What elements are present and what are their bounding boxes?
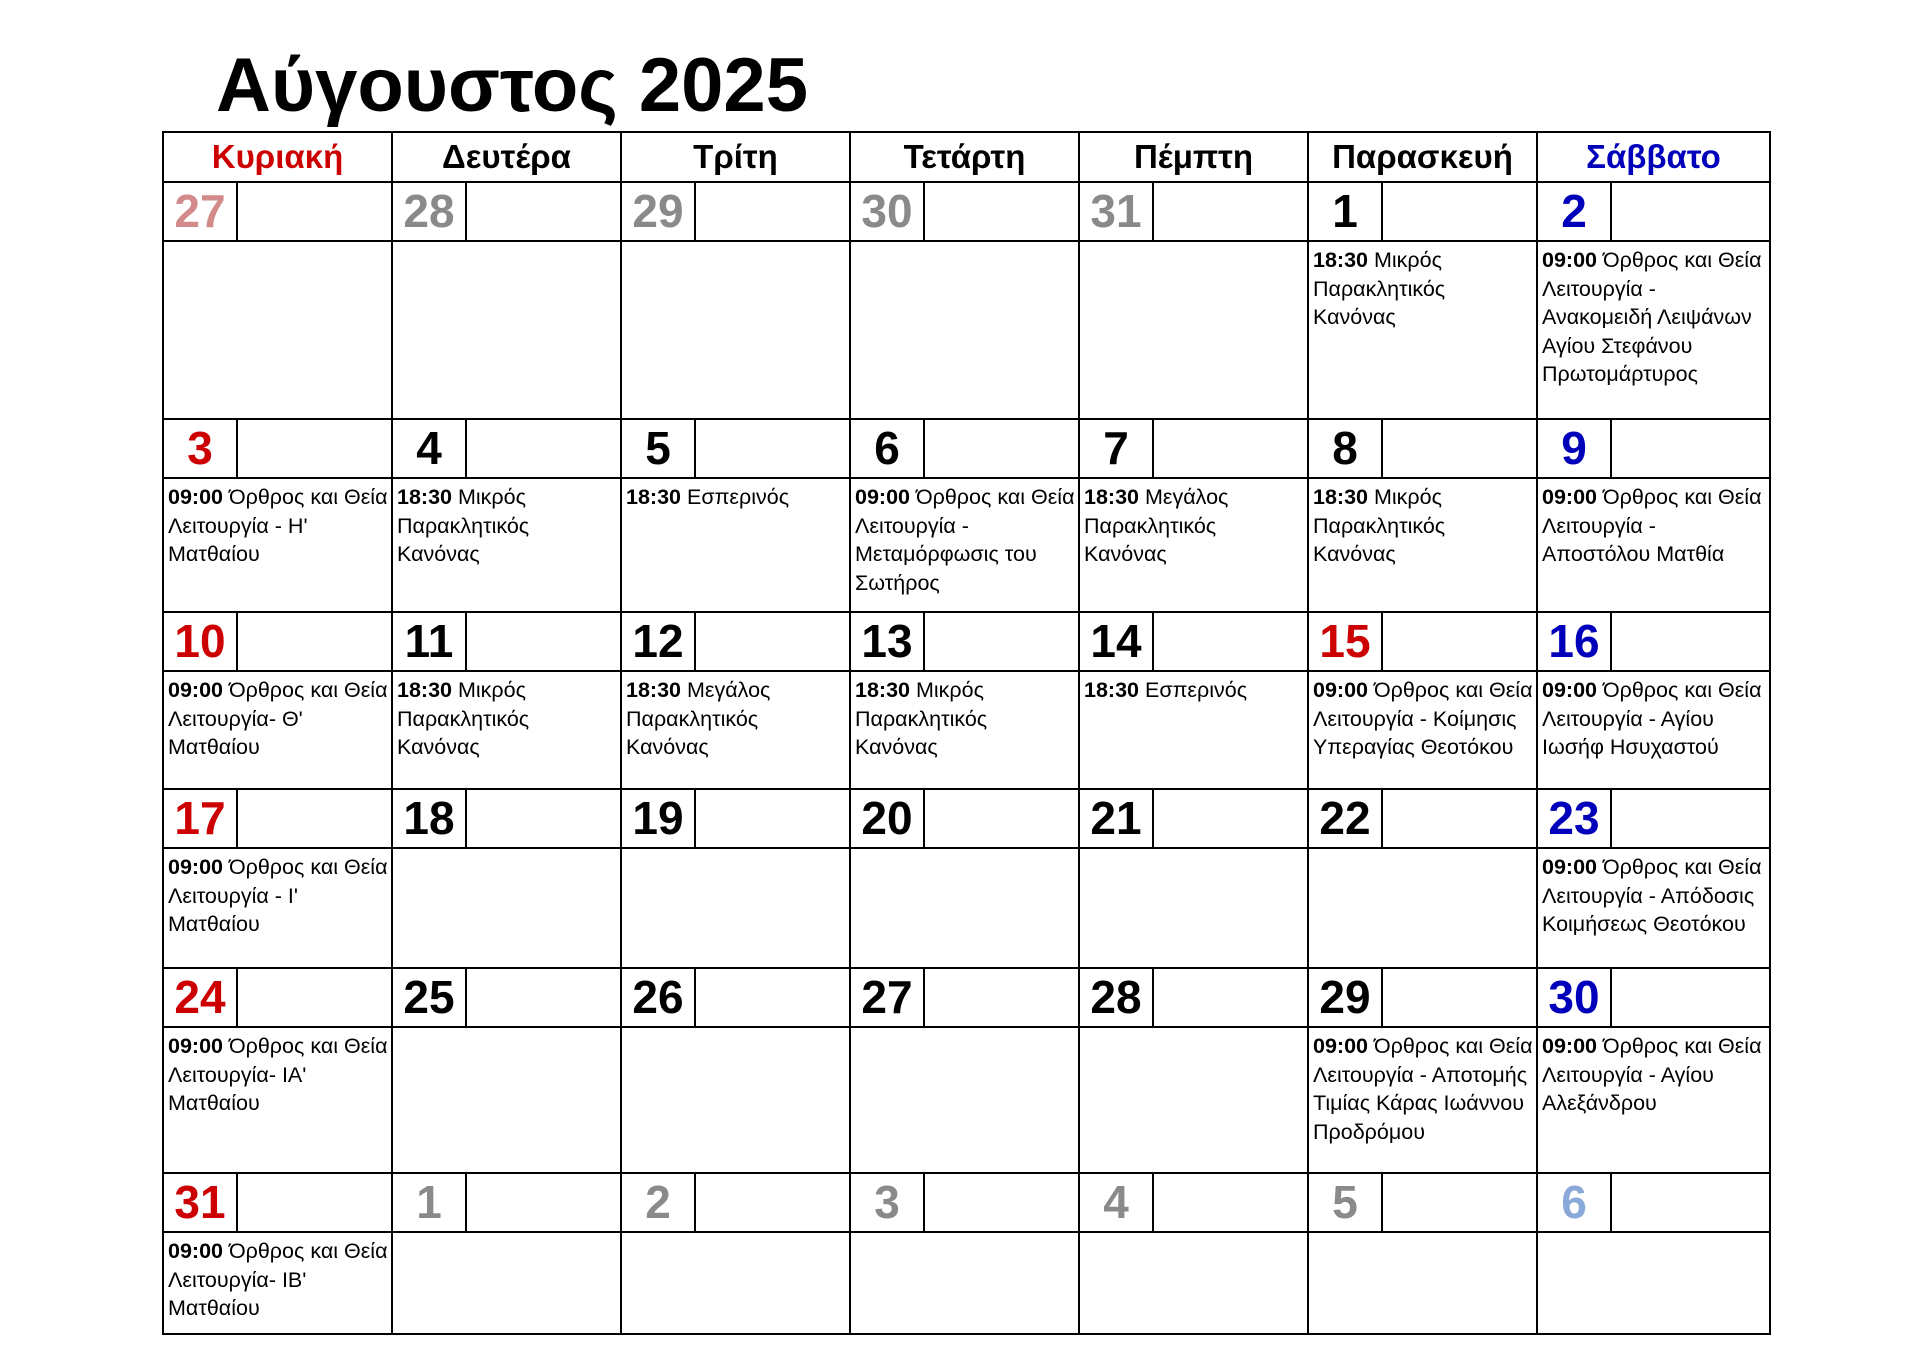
event-cell: [1537, 1027, 1770, 1173]
day-cell: [1537, 419, 1770, 478]
event-time: 18:30: [626, 485, 681, 509]
event-entry: [1538, 849, 1769, 943]
day-number: 14: [1080, 613, 1154, 670]
event-entry: [851, 849, 1078, 857]
event-time: 18:30: [1084, 678, 1139, 702]
event-entry: [1309, 1028, 1536, 1150]
week-1-day-number-row: [163, 182, 1770, 241]
week-6-events-row: [163, 1232, 1770, 1334]
week-5-events-row: [163, 1027, 1770, 1173]
day-cell: [621, 1173, 850, 1232]
event-cell: [1308, 478, 1537, 612]
event-description: Μικρός Παρακλητικός Κανόνας: [1313, 485, 1452, 566]
day-number: 24: [164, 969, 238, 1026]
event-entry: [851, 1233, 1078, 1241]
day-number: 15: [1309, 613, 1383, 670]
day-number: 28: [1080, 969, 1154, 1026]
event-cell: [850, 241, 1079, 419]
day-cell: [1537, 789, 1770, 848]
event-entry: [1309, 242, 1536, 336]
event-cell: [1308, 671, 1537, 789]
event-entry: [1309, 849, 1536, 857]
day-number: 2: [1538, 183, 1612, 240]
event-entry: [851, 242, 1078, 250]
week-4-day-number-row: [163, 789, 1770, 848]
event-entry: [851, 479, 1078, 601]
event-entry: [1080, 479, 1307, 573]
event-cell: [1537, 671, 1770, 789]
day-number: 17: [164, 790, 238, 847]
day-number: 27: [851, 969, 925, 1026]
event-cell: [621, 848, 850, 968]
weekday-header-saturday: Σάββατο: [1537, 132, 1770, 182]
event-time: 18:30: [397, 485, 452, 509]
event-cell: [392, 848, 621, 968]
event-entry: [164, 242, 391, 250]
day-number: 12: [622, 613, 696, 670]
event-time: 18:30: [1313, 485, 1368, 509]
week-2-day-number-row: [163, 419, 1770, 478]
day-cell: [392, 182, 621, 241]
event-cell: [1079, 478, 1308, 612]
event-entry: [164, 1028, 391, 1122]
event-time: 18:30: [855, 678, 910, 702]
page-title: Αύγουστος 2025: [216, 43, 808, 128]
event-cell: [621, 1232, 850, 1334]
day-number: 29: [1309, 969, 1383, 1026]
event-description: Εσπερινός: [681, 485, 790, 509]
day-cell: [1079, 789, 1308, 848]
day-cell: [163, 968, 392, 1027]
event-entry: [393, 1233, 620, 1241]
event-entry: [1538, 479, 1769, 573]
event-time: 09:00: [855, 485, 910, 509]
event-cell: [1537, 848, 1770, 968]
week-3-events-row: [163, 671, 1770, 789]
event-time: 09:00: [168, 678, 223, 702]
day-cell: [1308, 789, 1537, 848]
event-description: Όρθρος και Θεία Λειτουργία - Ανακομειδή Λειψάνων Αγίου Στεφάνου Πρωτομάρτυρος: [1542, 248, 1767, 386]
day-number: 19: [622, 790, 696, 847]
event-description: Όρθρος και Θεία Λειτουργία- Θ' Ματθαίου: [168, 678, 393, 759]
event-time: 18:30: [397, 678, 452, 702]
event-description: Όρθρος και Θεία Λειτουργία - Κοίμησις Υπεραγίας Θεοτόκου: [1313, 678, 1538, 759]
event-time: 09:00: [1313, 1034, 1368, 1058]
event-cell: [621, 1027, 850, 1173]
event-description: Μεγάλος Παρακλητικός Κανόνας: [1084, 485, 1235, 566]
event-time: 09:00: [168, 485, 223, 509]
event-time: 09:00: [1542, 855, 1597, 879]
day-cell: [850, 182, 1079, 241]
event-entry: [164, 1233, 391, 1327]
day-number: 4: [1080, 1174, 1154, 1231]
day-cell: [163, 789, 392, 848]
day-number: 16: [1538, 613, 1612, 670]
day-number: 1: [393, 1174, 467, 1231]
event-entry: [1080, 849, 1307, 857]
event-entry: [1309, 672, 1536, 766]
day-number: 6: [1538, 1174, 1612, 1231]
week-3-day-number-row: [163, 612, 1770, 671]
event-cell: [1079, 241, 1308, 419]
day-cell: [850, 789, 1079, 848]
event-description: Όρθρος και Θεία Λειτουργία - Ι' Ματθαίου: [168, 855, 393, 936]
day-number: 1: [1309, 183, 1383, 240]
day-cell: [1079, 968, 1308, 1027]
weekday-header-sunday: Κυριακή: [163, 132, 392, 182]
event-description: Μικρός Παρακλητικός Κανόνας: [397, 678, 536, 759]
event-cell: [392, 241, 621, 419]
event-cell: [1308, 1027, 1537, 1173]
day-number: 23: [1538, 790, 1612, 847]
day-cell: [1308, 612, 1537, 671]
day-number: 30: [1538, 969, 1612, 1026]
event-cell: [163, 241, 392, 419]
day-cell: [1079, 182, 1308, 241]
event-description: Όρθρος και Θεία Λειτουργία- ΙΒ' Ματθαίου: [168, 1239, 393, 1320]
event-description: Όρθρος και Θεία Λειτουργία - Αποτομής Τιμίας Κάρας Ιωάννου Προδρόμου: [1313, 1034, 1538, 1144]
day-number: 25: [393, 969, 467, 1026]
weekday-header-row: [163, 132, 1770, 182]
event-description: Όρθρος και Θεία Λειτουργία - Απόδοσις Κοιμήσεως Θεοτόκου: [1542, 855, 1767, 936]
day-cell: [1308, 182, 1537, 241]
event-time: 09:00: [168, 1034, 223, 1058]
day-cell: [621, 419, 850, 478]
event-cell: [621, 671, 850, 789]
event-cell: [163, 478, 392, 612]
event-entry: [851, 672, 1078, 766]
day-cell: [163, 419, 392, 478]
event-entry: [164, 479, 391, 573]
event-cell: [621, 478, 850, 612]
event-time: 09:00: [1542, 1034, 1597, 1058]
day-number: 18: [393, 790, 467, 847]
day-cell: [1308, 419, 1537, 478]
day-cell: [1079, 612, 1308, 671]
event-time: 09:00: [1313, 678, 1368, 702]
day-number: 31: [1080, 183, 1154, 240]
event-cell: [850, 671, 1079, 789]
week-5-day-number-row: [163, 968, 1770, 1027]
event-entry: [622, 672, 849, 766]
event-time: 18:30: [1313, 248, 1368, 272]
day-cell: [1537, 182, 1770, 241]
day-cell: [850, 968, 1079, 1027]
weekday-header-wednesday: Τετάρτη: [850, 132, 1079, 182]
week-2-events-row: [163, 478, 1770, 612]
event-cell: [1079, 671, 1308, 789]
day-number: 21: [1080, 790, 1154, 847]
event-description: Όρθρος και Θεία Λειτουργία - Αγίου Αλεξάνδρου: [1542, 1034, 1767, 1115]
event-entry: [393, 1028, 620, 1036]
day-number: 28: [393, 183, 467, 240]
day-cell: [1079, 1173, 1308, 1232]
day-cell: [392, 419, 621, 478]
event-description: Μεγάλος Παρακλητικός Κανόνας: [626, 678, 777, 759]
event-entry: [622, 242, 849, 250]
event-cell: [163, 848, 392, 968]
day-cell: [1537, 1173, 1770, 1232]
event-entry: [622, 479, 849, 516]
event-entry: [1309, 479, 1536, 573]
event-time: 09:00: [1542, 248, 1597, 272]
event-entry: [164, 672, 391, 766]
event-description: Μικρός Παρακλητικός Κανόνας: [397, 485, 536, 566]
event-entry: [393, 242, 620, 250]
day-cell: [392, 789, 621, 848]
event-entry: [1080, 672, 1307, 709]
event-time: 09:00: [168, 855, 223, 879]
event-description: Μικρός Παρακλητικός Κανόνας: [1313, 248, 1452, 329]
event-cell: [1308, 848, 1537, 968]
day-number: 4: [393, 420, 467, 477]
day-cell: [850, 419, 1079, 478]
event-entry: [164, 849, 391, 943]
event-cell: [1308, 241, 1537, 419]
day-number: 27: [164, 183, 238, 240]
day-cell: [1079, 419, 1308, 478]
event-cell: [392, 1027, 621, 1173]
week-4-events-row: [163, 848, 1770, 968]
day-number: 13: [851, 613, 925, 670]
event-cell: [1537, 241, 1770, 419]
day-cell: [163, 182, 392, 241]
day-number: 11: [393, 613, 467, 670]
week-1-events-row: [163, 241, 1770, 419]
event-description: Μικρός Παρακλητικός Κανόνας: [855, 678, 994, 759]
day-number: 3: [851, 1174, 925, 1231]
event-entry: [393, 672, 620, 766]
day-cell: [621, 968, 850, 1027]
weekday-header-monday: Δευτέρα: [392, 132, 621, 182]
event-cell: [1537, 1232, 1770, 1334]
event-time: 09:00: [1542, 678, 1597, 702]
day-cell: [1537, 612, 1770, 671]
day-number: 7: [1080, 420, 1154, 477]
event-cell: [392, 671, 621, 789]
day-cell: [621, 789, 850, 848]
day-number: 31: [164, 1174, 238, 1231]
event-cell: [1308, 1232, 1537, 1334]
day-cell: [850, 1173, 1079, 1232]
event-entry: [1538, 242, 1769, 393]
day-number: 5: [622, 420, 696, 477]
event-cell: [392, 1232, 621, 1334]
day-number: 22: [1309, 790, 1383, 847]
event-entry: [622, 1028, 849, 1036]
event-cell: [850, 848, 1079, 968]
event-cell: [850, 1232, 1079, 1334]
event-cell: [1079, 1232, 1308, 1334]
event-cell: [163, 1232, 392, 1334]
event-entry: [622, 849, 849, 857]
day-cell: [392, 612, 621, 671]
day-cell: [163, 612, 392, 671]
event-entry: [851, 1028, 1078, 1036]
calendar-grid: [162, 131, 1771, 1335]
event-entry: [1309, 1233, 1536, 1241]
event-entry: [393, 479, 620, 573]
event-cell: [621, 241, 850, 419]
event-entry: [1538, 672, 1769, 766]
day-cell: [163, 1173, 392, 1232]
event-entry: [1538, 1028, 1769, 1122]
event-cell: [392, 478, 621, 612]
event-description: Όρθρος και Θεία Λειτουργία - Αγίου Ιωσήφ Ησυχαστού: [1542, 678, 1767, 759]
week-6-day-number-row: [163, 1173, 1770, 1232]
event-description: Όρθρος και Θεία Λειτουργία - Η' Ματθαίου: [168, 485, 393, 566]
event-cell: [163, 671, 392, 789]
day-number: 2: [622, 1174, 696, 1231]
event-cell: [1079, 1027, 1308, 1173]
event-time: 09:00: [168, 1239, 223, 1263]
weekday-header-friday: Παρασκευή: [1308, 132, 1537, 182]
day-number: 20: [851, 790, 925, 847]
day-number: 6: [851, 420, 925, 477]
day-number: 5: [1309, 1174, 1383, 1231]
day-number: 3: [164, 420, 238, 477]
event-cell: [850, 478, 1079, 612]
event-cell: [850, 1027, 1079, 1173]
day-number: 30: [851, 183, 925, 240]
day-cell: [1308, 968, 1537, 1027]
weekday-header-tuesday: Τρίτη: [621, 132, 850, 182]
day-cell: [850, 612, 1079, 671]
event-time: 09:00: [1542, 485, 1597, 509]
event-entry: [393, 849, 620, 857]
event-description: Όρθρος και Θεία Λειτουργία - Αποστόλου Ματθία: [1542, 485, 1767, 566]
weekday-header-thursday: Πέμπτη: [1079, 132, 1308, 182]
event-description: Εσπερινός: [1139, 678, 1248, 702]
event-cell: [1079, 848, 1308, 968]
day-number: 9: [1538, 420, 1612, 477]
event-cell: [1537, 478, 1770, 612]
event-entry: [1080, 242, 1307, 250]
day-number: 29: [622, 183, 696, 240]
day-cell: [621, 182, 850, 241]
day-cell: [621, 612, 850, 671]
event-time: 18:30: [1084, 485, 1139, 509]
day-number: 26: [622, 969, 696, 1026]
event-description: Όρθρος και Θεία Λειτουργία- ΙΑ' Ματθαίου: [168, 1034, 393, 1115]
day-cell: [392, 968, 621, 1027]
event-time: 18:30: [626, 678, 681, 702]
event-entry: [1080, 1028, 1307, 1036]
day-cell: [1308, 1173, 1537, 1232]
event-description: Όρθρος και Θεία Λειτουργία - Μεταμόρφωσις του Σωτήρος: [855, 485, 1080, 595]
day-cell: [1537, 968, 1770, 1027]
event-entry: [1538, 1233, 1769, 1241]
day-number: 8: [1309, 420, 1383, 477]
day-cell: [392, 1173, 621, 1232]
event-entry: [622, 1233, 849, 1241]
day-number: 10: [164, 613, 238, 670]
event-cell: [163, 1027, 392, 1173]
event-entry: [1080, 1233, 1307, 1241]
